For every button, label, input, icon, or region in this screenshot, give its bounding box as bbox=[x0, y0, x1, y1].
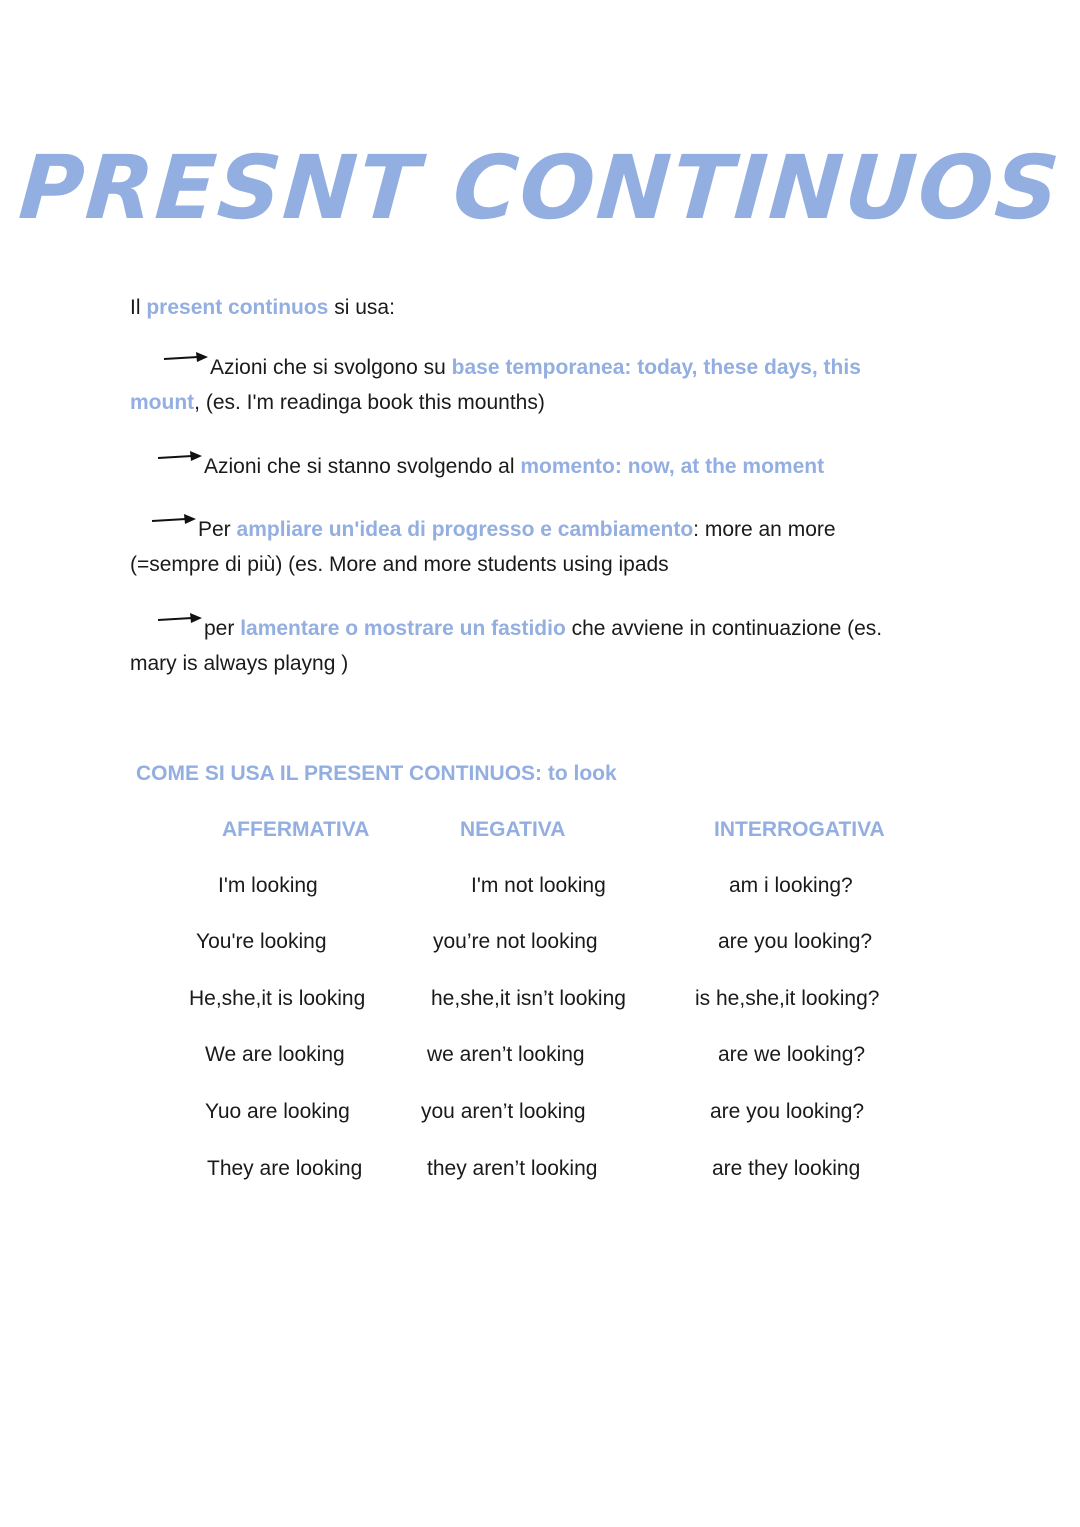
arrow-icon bbox=[152, 514, 196, 524]
aff-cell: They are looking bbox=[207, 1157, 363, 1180]
use-1-after: , (es. I'm readinga book this mounths) bbox=[194, 391, 545, 414]
intro-highlight: present continuos bbox=[146, 296, 329, 319]
neg-cell: you’re not looking bbox=[433, 930, 598, 953]
use-3-after: : more an more (=sempre di più) (es. More and more students using ipads bbox=[130, 518, 836, 576]
neg-cell: I'm not looking bbox=[471, 874, 606, 897]
use-4-before: per bbox=[204, 617, 241, 640]
use-4-highlight: lamentare o mostrare un fastidio bbox=[240, 617, 566, 640]
aff-cell: I'm looking bbox=[218, 874, 318, 897]
neg-cell: he,she,it isn’t looking bbox=[431, 987, 626, 1010]
int-cell: are they looking bbox=[712, 1157, 861, 1180]
use-item-1 bbox=[130, 350, 930, 420]
use-2-highlight: momento: now, at the moment bbox=[520, 455, 825, 478]
header-affermativa: AFFERMATIVA bbox=[222, 818, 370, 841]
arrow-icon bbox=[164, 352, 208, 362]
int-cell: are you looking? bbox=[718, 930, 873, 953]
header-negativa: NEGATIVA bbox=[460, 818, 566, 841]
use-1-highlight: base temporanea: today, these days, this mount bbox=[130, 356, 861, 414]
int-cell: am i looking? bbox=[729, 874, 853, 897]
neg-cell: we aren’t looking bbox=[427, 1043, 585, 1066]
use-3-before: Per bbox=[198, 518, 237, 541]
int-cell: are we looking? bbox=[718, 1043, 866, 1066]
intro-suffix: si usa: bbox=[328, 296, 395, 319]
int-cell: are you looking? bbox=[710, 1100, 865, 1123]
neg-cell: they aren’t looking bbox=[427, 1157, 598, 1180]
use-2-before: Azioni che si stanno svolgendo al bbox=[204, 455, 521, 478]
aff-cell: Yuo are looking bbox=[205, 1100, 350, 1123]
neg-cell: you aren’t looking bbox=[421, 1100, 586, 1123]
page-title: PRESNT CONTINUOS bbox=[15, 136, 1065, 239]
intro-line bbox=[130, 296, 395, 320]
arrow-icon bbox=[158, 451, 202, 461]
use-3-highlight: ampliare un'idea di progresso e cambiamento bbox=[236, 518, 694, 541]
header-interrogativa: INTERROGATIVA bbox=[714, 818, 885, 841]
intro-prefix: Il bbox=[130, 296, 147, 319]
use-1-before: Azioni che si svolgono su bbox=[210, 356, 452, 379]
arrow-icon bbox=[158, 613, 202, 623]
aff-cell: You're looking bbox=[196, 930, 327, 953]
aff-cell: He,she,it is looking bbox=[189, 987, 366, 1010]
int-cell: is he,she,it looking? bbox=[695, 987, 880, 1010]
use-item-2 bbox=[130, 449, 930, 484]
use-item-3 bbox=[130, 512, 930, 582]
use-item-4 bbox=[130, 611, 930, 681]
use-4-after: che avviene in continuazione (es. mary is always playng ) bbox=[130, 617, 883, 675]
aff-cell: We are looking bbox=[205, 1043, 345, 1066]
table-title: COME SI USA IL PRESENT CONTINUOS: to look bbox=[136, 762, 617, 785]
